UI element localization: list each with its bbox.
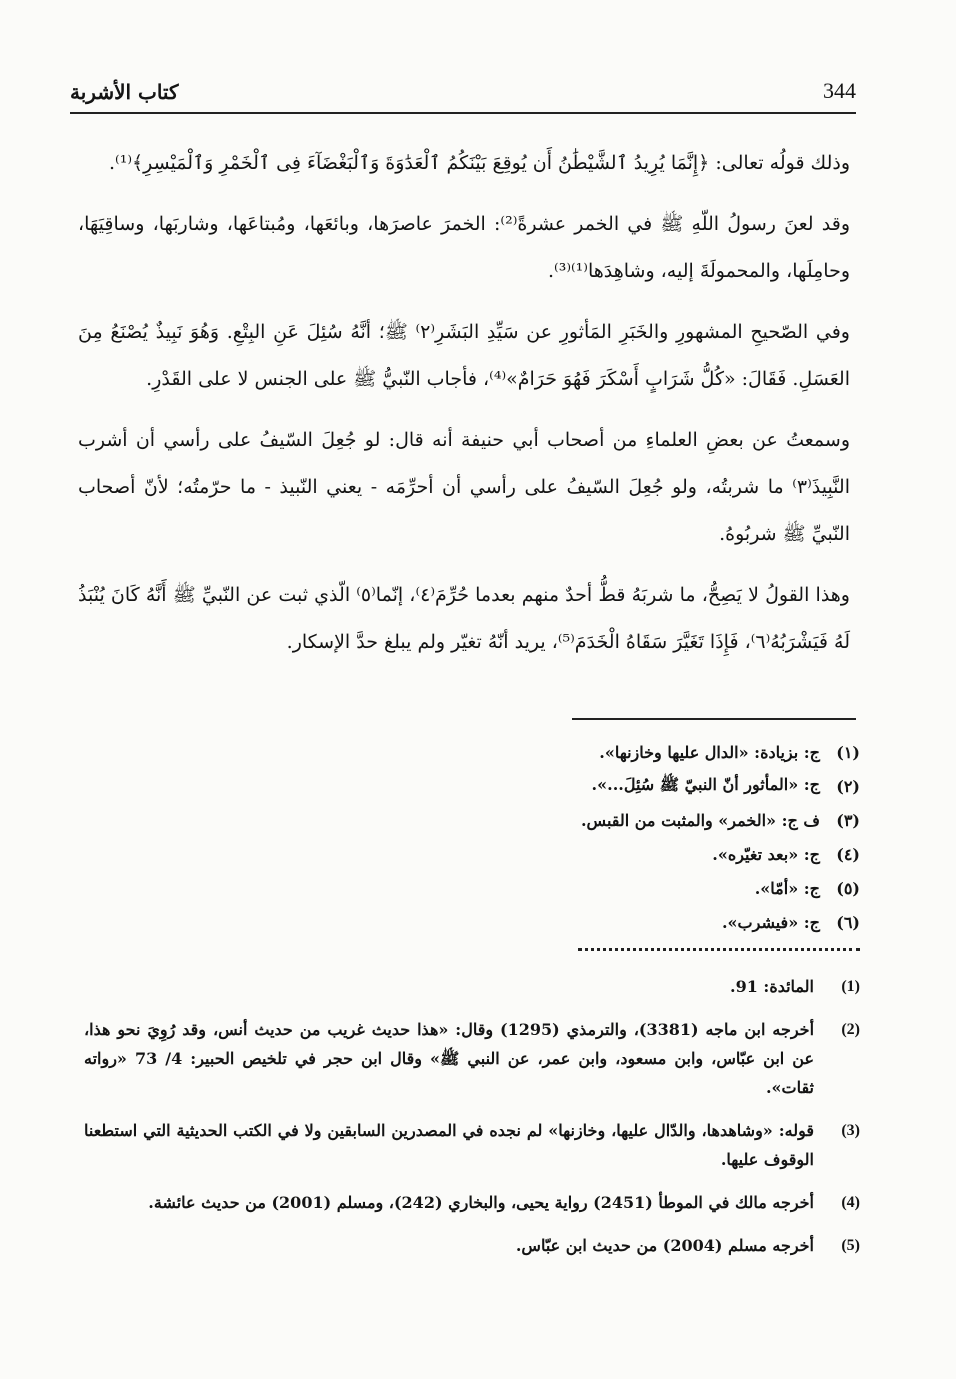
variant-note-number: (٣) <box>836 810 860 830</box>
footnote-text: المائدة: 91. <box>730 977 814 996</box>
main-text <box>78 140 850 680</box>
footnote-number: (1) <box>841 978 860 995</box>
footnote <box>84 972 860 1001</box>
page-number: 344 <box>823 78 856 103</box>
variant-note-text: ف ج: «الخمر» والمثبت من القبس. <box>580 810 820 830</box>
footnote-text: أخرجه مسلم (2004) من حديث ابن عبّاس. <box>515 1236 814 1255</box>
footnote-number: (4) <box>841 1194 860 1211</box>
variant-note-number: (١) <box>836 742 860 762</box>
footnote <box>84 1231 860 1260</box>
variant-note <box>300 871 860 905</box>
footnote <box>84 1015 860 1102</box>
paragraph: وسمعتُ عن بعضِ العلماءِ من أصحاب أبي حنيفة أنه قال: لو جُعِلَ السّيفُ على رأسي أن أشرب النَّبِيذَ⁽٣⁾ ما شربتُه، ولو جُعِلَ السّيفُ على رأسي أن أحرِّمَه - يعني النّبيذ - ما حرّمتُه؛ لأنّ أصحاب النّبيِّ ﷺ شربُوهُ. <box>78 429 850 545</box>
variant-note-number: (٢) <box>836 776 860 796</box>
variant-note <box>300 803 860 837</box>
footnotes <box>84 972 860 1274</box>
variant-note-text: ج: «فيشرب». <box>721 912 820 932</box>
variant-note <box>300 769 860 803</box>
variant-note <box>300 905 860 939</box>
running-title: كتاب الأشربة <box>70 80 179 104</box>
variant-note-text: ج: «بعد تغيّره». <box>712 844 820 864</box>
paragraph: وقد لعنَ رسولُ اللّهِ ﷺ في الخمر عشرةً⁽²⁾: الخمرَ عاصرَها، وبائعَها، ومُبتاعَها، وشاربَها، وساقِيَهَا، وحامِلَها، والمحمولَةَ إليه، وشاهِدَها⁽¹⁾⁽³⁾. <box>78 213 850 282</box>
paragraph: وذلك قولُه تعالى: ﴿إِنَّمَا يُرِيدُ ٱلشَّيْطَٰنُ أَن يُوقِعَ بَيْنَكُمُ ٱلْعَدَٰوَةَ وَٱلْبَغْضَآءَ فِى ٱلْخَمْرِ وَٱلْمَيْسِرِ﴾⁽¹⁾. <box>108 152 850 174</box>
footnote-number: (5) <box>841 1237 860 1254</box>
variant-note-number: (٥) <box>836 878 860 898</box>
header-rule <box>70 112 856 114</box>
page-header <box>70 78 856 118</box>
paragraph: وهذا القولُ لا يَصِحُّ، ما شربَهُ قطُّ أحدٌ منهم بعدما حُرِّمَ⁽٤⁾، إنّما⁽٥⁾ الّذي ثبت عن النّبيِّ ﷺ أَنَّهُ كَانَ يُنْبَذُ لَهُ فَيَشْرَبُهُ⁽٦⁾، فَإِذَا تَغَيَّرَ سَقَاهُ الْخَدَمَ⁽⁵⁾، يريد أنّهُ تغيّر ولم يبلغ حدَّ الإسكار. <box>78 584 850 653</box>
paragraph: وفي الصّحيحِ المشهورِ والخَبَرِ المَأثورِ عن سَيِّدِ البَشَرِ⁽٢⁾ ﷺ؛ أنَّهُ سُئِلَ عَنِ البِتْعِ. وَهُوَ نَبِيذٌ يُصْنَعُ مِنَ العَسَلِ. فَقَالَ: «كُلُّ شَرَابٍ أَسْكَرَ فَهُوَ حَرَامٌ»⁽⁴⁾، فأجاب النّبيُّ ﷺ على الجنس لا على القَدْرِ. <box>78 321 850 390</box>
footnote-number: (2) <box>841 1021 860 1038</box>
variant-note <box>300 735 860 769</box>
footnote <box>84 1188 860 1217</box>
variant-note-text: ج: بزيادة: «الدال عليها وخازنها». <box>599 742 820 762</box>
footnote-text: أخرجه ابن ماجه (3381)، والترمذي (1295) وقال: «هذا حديث غريب من حديث أنس، وقد رُوِيَ نحو هذا، عن ابن عبّاس، وابن مسعود، وابن عمر، عن النبي ﷺ» وقال ابن حجر في تلخيص الحبير: 4/ 73 «رواته ثقات». <box>84 1020 815 1097</box>
footnote-text: أخرجه مالك في الموطأ (2451) رواية يحيى، والبخاري (242)، ومسلم (2001) من حديث عائشة. <box>148 1193 814 1212</box>
footnote-number: (3) <box>841 1122 860 1139</box>
variant-note-text: ج: «أمّا». <box>754 878 820 898</box>
variant-notes <box>300 735 860 939</box>
variant-note <box>300 837 860 871</box>
variant-note-number: (٦) <box>836 912 860 932</box>
footnote <box>84 1116 860 1174</box>
notes-rule <box>572 718 856 720</box>
dotted-separator <box>578 948 860 961</box>
variant-note-number: (٤) <box>836 844 860 864</box>
footnote-text: قوله: «وشاهدها، والدّال عليها، وخازنها» لم نجده في المصدرين السابقين ولا في الكتب الحديثية التي استطعنا الوقوف عليها. <box>84 1121 814 1169</box>
variant-note-text: ج: «المأثور أنّ النبيّ ﷺ سُئِلَ...». <box>591 774 820 794</box>
